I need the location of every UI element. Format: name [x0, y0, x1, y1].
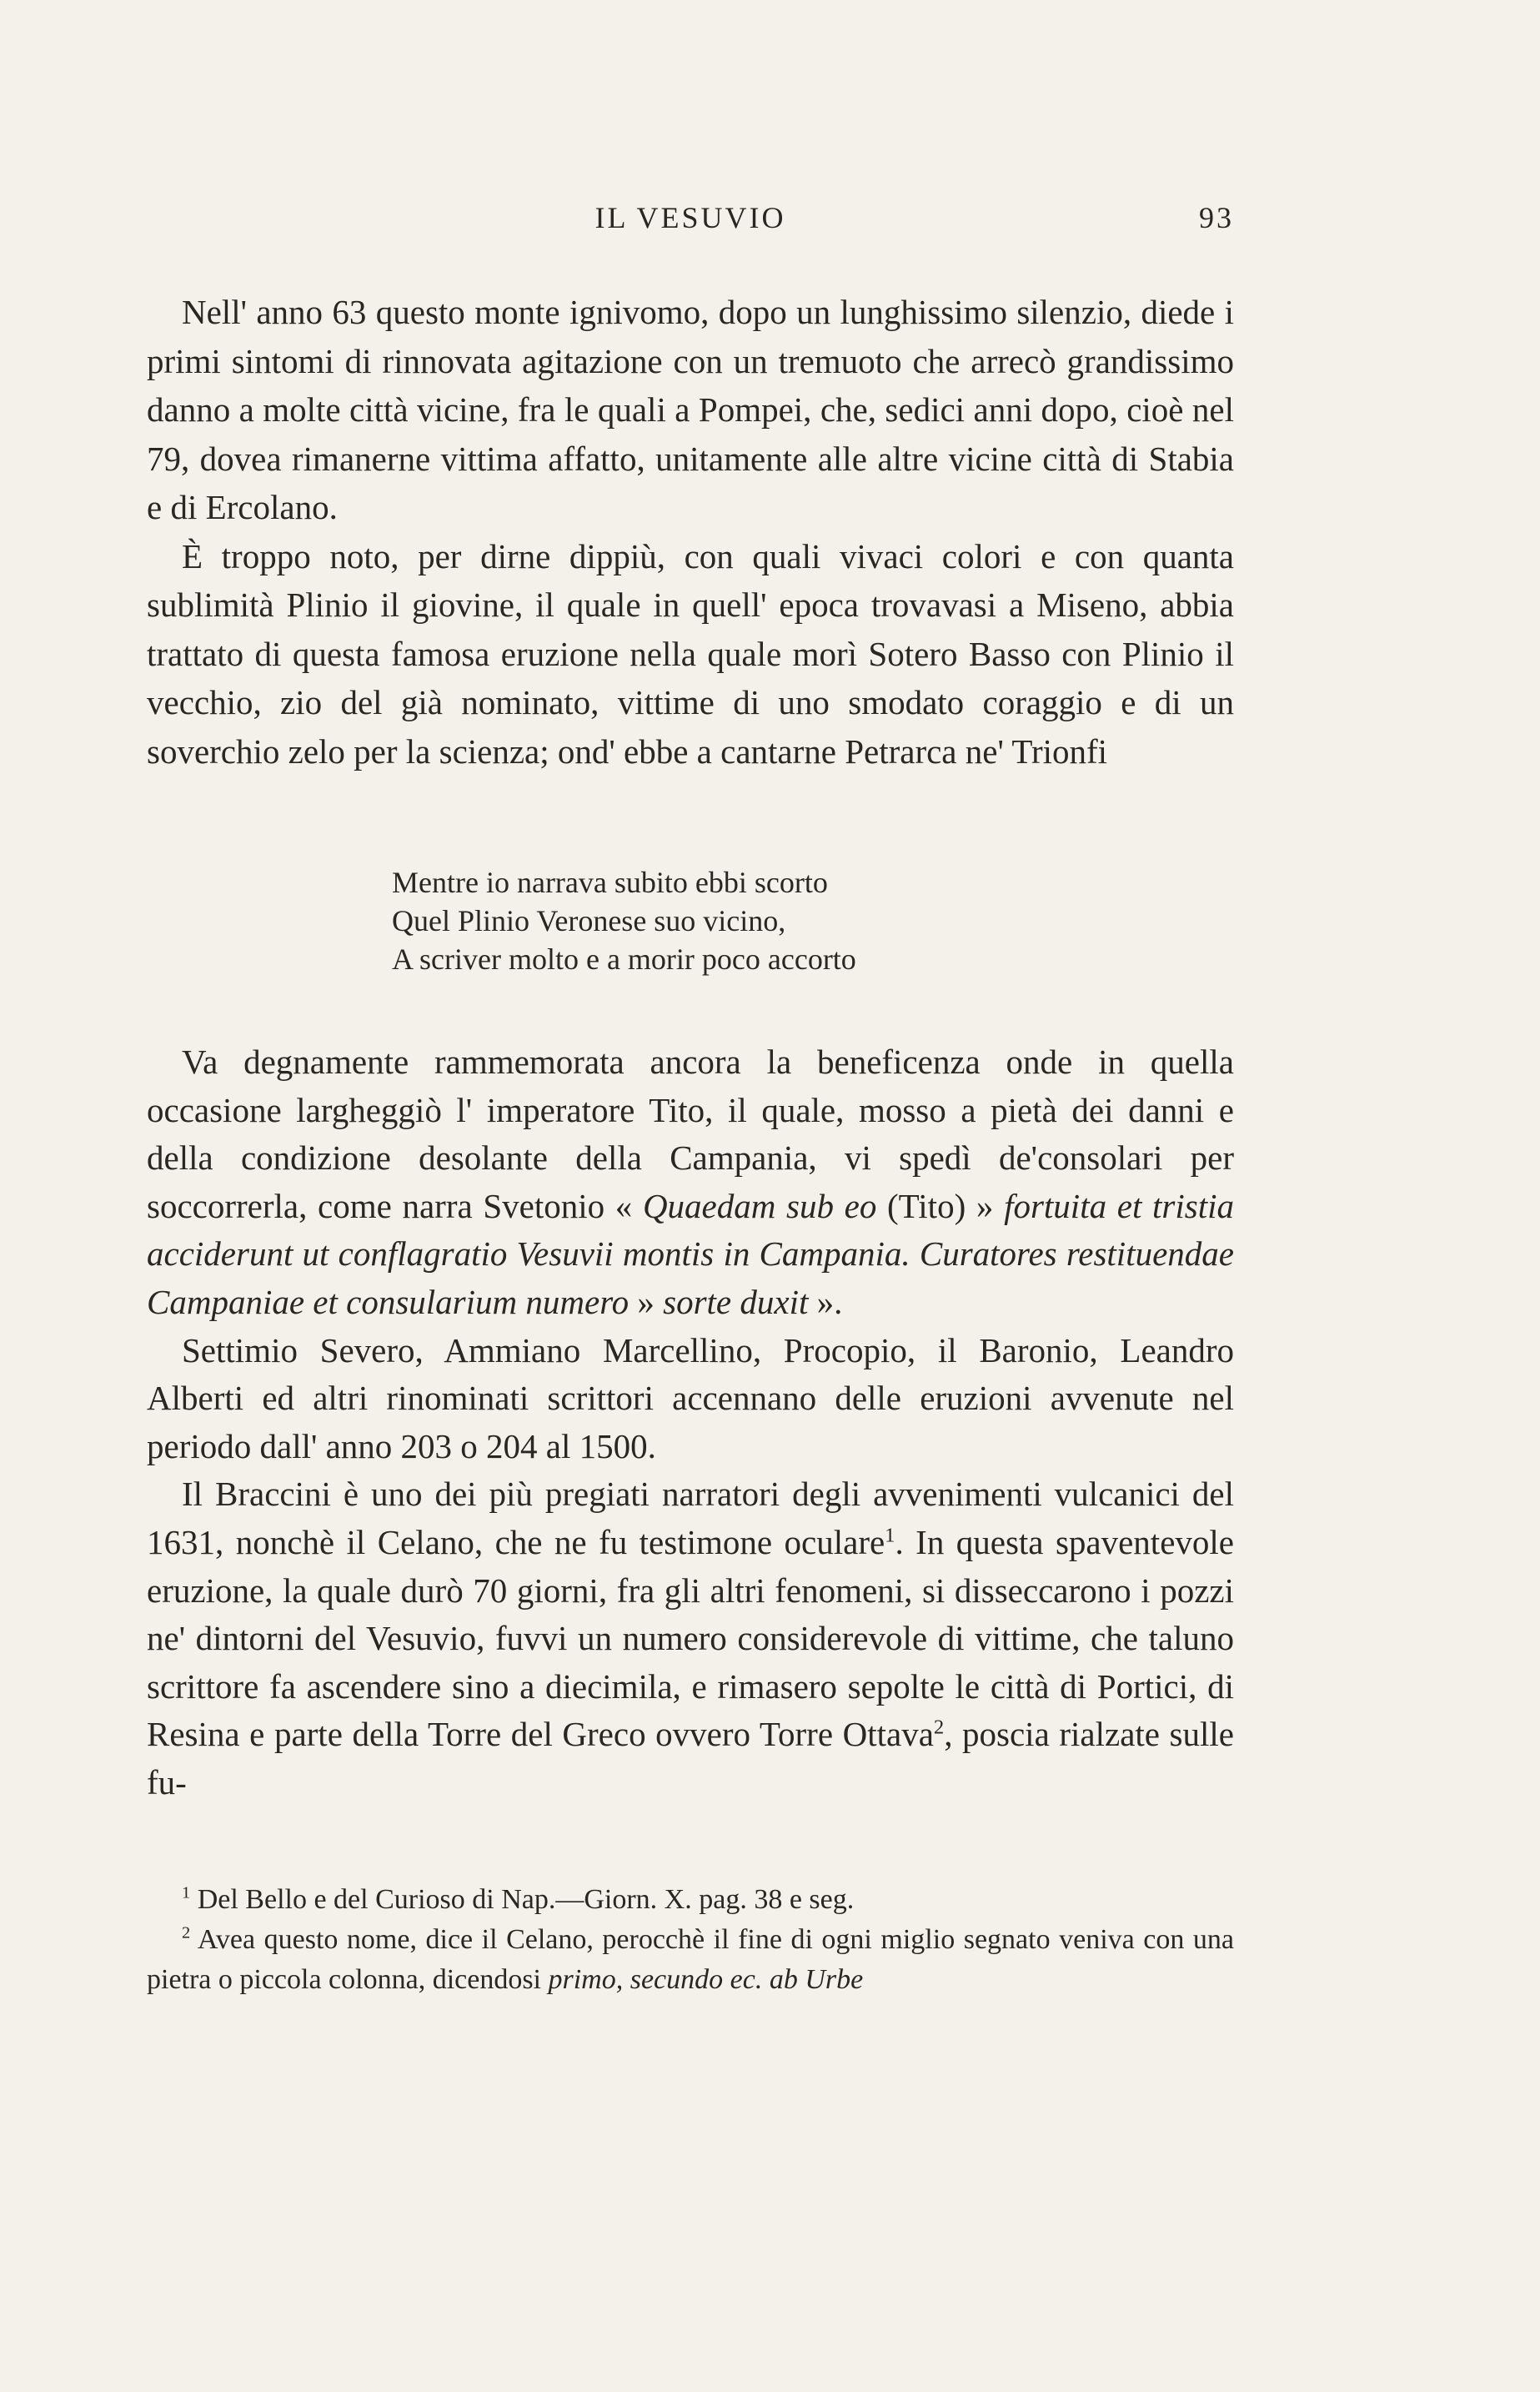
footnote-mark: 2	[182, 1923, 191, 1942]
paragraph: È troppo noto, per dirne dippiù, con quali vivaci colori e con quanta sublimità Plinio il giovine, il quale in quell' epoca trovavasi a Miseno, abbia trattato di questa famosa eruzione nella quale morì Sotero Basso con Plinio il vecchio, zio del già nominato, vittime di uno smodato coraggio e di un soverchio zelo per la scienza; ond' ebbe a cantarne Petrarca ne' Trionfi	[147, 536, 1234, 771]
footnote-reference[interactable]: 2	[933, 1716, 945, 1739]
footnote-mark: 1	[182, 1883, 191, 1902]
footnote: $^2$ Avea questo nome, dice il Celano, perocchè il fine di ogni miglio segnato veniva con una pietra o piccola colonna, dicendosi primo, secundo ec. ab Urbe	[147, 1923, 1235, 1995]
verse-line: Mentre io narrava subito ebbi scorto	[392, 866, 828, 899]
verse-quotation	[392, 863, 1142, 978]
paragraph: Nell' anno 63 questo monte ignivomo, dopo un lunghissimo silenzio, diede i primi sintomi di rinnovata agitazione con un tremuoto che arrecò grandissimo danno a molte città vicine, fra le quali a Pompei, che, sedici anni dopo, cioè nel 79, dovea rimanerne vittima affatto, unitamente alle altre vicine città di Stabia e di Ercolano.	[147, 293, 1234, 526]
page-number: 93	[1199, 201, 1234, 234]
paragraph: Il Braccini è uno dei più pregiati narratori degli avvenimenti vulcanici del 1631, nonchè il Celano, che ne fu testimone oculare$^1$. In questa spaventevole eruzione, la quale durò 70 giorni, fra gli altri fenomeni, si disseccarono i pozzi ne' dintorni del Vesuvio, fuvvi un numero considerevole di vittime, che taluno scrittore fa ascendere sino a diecimila, e rimasero sepolte le città di Portici, di Resina e parte della Torre del Greco ovvero Torre Ottava$^2$, poscia rialzate sulle fu-	[147, 1475, 1234, 1802]
paragraph: Va degnamente rammemorata ancora la beneficenza onde in quella occasione largheggiò l' imperatore Tito, il quale, mosso a pietà dei danni e della condizione desolante della Campania, vi spedì de'consolari per soccorrerla, come narra Svetonio « Quaedam sub eo (Tito) » fortuita et tristia acciderunt ut conflagratio Vesuvii montis in Campania. Curatores restituendae Campaniae et consularium numero » sorte duxit ».	[147, 1043, 1234, 1321]
main-text-bottom	[147, 1038, 1234, 1807]
footnote-reference[interactable]: 1	[885, 1524, 895, 1547]
verse-line: A scriver molto e a morir poco accorto	[392, 942, 856, 976]
footnote: $^1$ Del Bello e del Curioso di Nap.—Giorn. X. pag. 38 e seg.	[182, 1883, 855, 1915]
latin-quote: Quaedam sub eo	[642, 1186, 877, 1225]
main-text-top	[147, 288, 1234, 776]
paragraph: Settimio Severo, Ammiano Marcellino, Procopio, il Baronio, Leandro Alberti ed altri rinominati scrittori accennano delle eruzioni avvenute nel periodo dall' anno 203 o 204 al 1500.	[147, 1330, 1234, 1465]
running-header	[147, 200, 1234, 242]
verse-line: Quel Plinio Veronese suo vicino,	[392, 904, 786, 937]
footnotes	[147, 1880, 1234, 2000]
latin-quote: fortuita et tristia acciderunt ut conflagratio Vesuvii montis in Campania. Curatores restituendae Campaniae et consularium numero	[147, 1186, 1234, 1321]
latin-quote: sorte duxit	[663, 1282, 809, 1321]
running-title: IL VESUVIO	[594, 201, 786, 234]
